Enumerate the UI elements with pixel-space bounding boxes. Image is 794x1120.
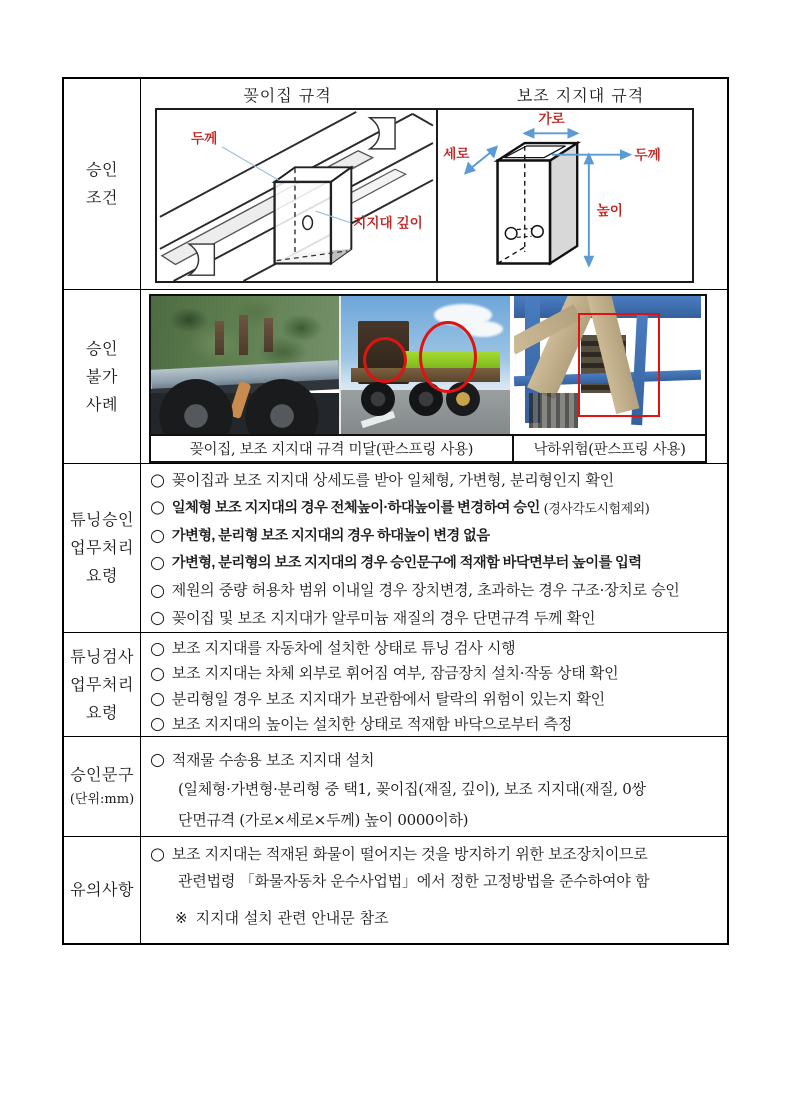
label-line: 요령 bbox=[86, 702, 118, 722]
row-label-rejection-cases bbox=[64, 290, 141, 463]
circle-bullet-icon: ○ bbox=[150, 637, 165, 658]
photo-truck-on-road bbox=[339, 296, 510, 434]
mesh-grid bbox=[529, 393, 578, 429]
wording-detail-line: (일체형·가변형·분리형 중 택1, 꽂이집(재질, 깊이), 보조 지지대(재질, 0쌍 bbox=[178, 780, 646, 798]
wording-detail-line: 단면규격 (가로×세로×두께) 높이 0000이하) bbox=[178, 811, 469, 829]
inspection-text: 분리형일 경우 보조 지지대가 보관함에서 탈락의 위험이 있는지 확인 bbox=[171, 689, 605, 708]
label-line: 승인문구 bbox=[70, 765, 134, 785]
support-diagram-title: 보조 지지대 규격 bbox=[516, 86, 645, 105]
row-label-approval-wording bbox=[64, 737, 141, 836]
row-tuning-inspection-guidelines bbox=[64, 633, 727, 737]
rejection-cases-content bbox=[141, 290, 727, 463]
socket-thickness-label: 두께 bbox=[191, 131, 218, 147]
diagram-titles bbox=[141, 83, 727, 108]
label-line: 업무처리 bbox=[70, 538, 134, 557]
label-line: 조건 bbox=[86, 188, 118, 207]
inspection-item bbox=[151, 635, 723, 660]
circle-bullet-icon: ○ bbox=[150, 843, 165, 865]
row-label-notes bbox=[64, 837, 141, 943]
guideline-item bbox=[151, 521, 723, 549]
inspection-text: 보조 지지대를 자동차에 설치한 상태로 튜닝 검사 시행 bbox=[171, 639, 516, 658]
circle-bullet-icon: ○ bbox=[150, 551, 165, 573]
row-tuning-approval-guidelines bbox=[64, 464, 727, 633]
label-line: 승인 bbox=[86, 338, 118, 358]
guideline-text: 꽂이집과 보조 지지대 상세도를 받아 일체형, 가변형, 분리형인지 확인 bbox=[171, 471, 614, 490]
row-notes bbox=[64, 837, 727, 943]
support-post bbox=[264, 318, 273, 352]
photo-panspring-drop-risk bbox=[510, 296, 701, 434]
support-post bbox=[215, 321, 224, 355]
support-height-label: 높이 bbox=[596, 202, 623, 218]
guideline-text: 꽂이집 및 보조 지지대가 알루미늄 재질의 경우 단면규격 두께 확인 bbox=[171, 608, 596, 627]
row-label-approval-conditions bbox=[64, 79, 141, 289]
support-width-label: 가로 bbox=[538, 111, 565, 127]
photo-flatbed-undersized-posts bbox=[151, 296, 339, 434]
socket-spec-diagram bbox=[157, 110, 438, 281]
guideline-item bbox=[151, 576, 723, 604]
tuning-inspection-content bbox=[141, 633, 727, 736]
label-line: 사례 bbox=[86, 394, 118, 414]
inspection-text: 보조 지지대의 높이는 설치한 상태로 적재함 바닥으로부터 측정 bbox=[171, 714, 573, 733]
guideline-item bbox=[151, 494, 723, 522]
approval-conditions-table bbox=[62, 77, 729, 945]
guideline-item bbox=[151, 466, 723, 494]
row-rejection-cases bbox=[64, 290, 727, 464]
socket-diagram-drawing bbox=[157, 110, 436, 281]
support-diagram-drawing bbox=[438, 110, 692, 281]
reference-text: 지지대 설치 관련 안내문 참조 bbox=[195, 909, 389, 927]
guideline-text: 제원의 중량 허용차 범위 이내일 경우 장치변경, 초과하는 경우 구조·장치로 승인 bbox=[171, 581, 680, 600]
row-approval-wording bbox=[64, 737, 727, 837]
guideline-text: 가변형, 분리형의 보조 지지대의 경우 승인문구에 적재함 바닥면부터 높이를 입력 bbox=[171, 555, 642, 572]
support-thickness-label: 두께 bbox=[634, 147, 661, 163]
socket-depth-label: 지지대 깊이 bbox=[353, 215, 423, 231]
inspection-item bbox=[151, 686, 723, 711]
circle-bullet-icon: ○ bbox=[150, 524, 165, 546]
rejection-photos bbox=[151, 296, 705, 434]
circle-bullet-icon: ○ bbox=[150, 579, 165, 601]
circle-bullet-icon: ○ bbox=[150, 713, 165, 734]
tuning-approval-content bbox=[141, 464, 727, 632]
support-length-label: 세로 bbox=[443, 146, 470, 162]
label-line: 업무처리 bbox=[70, 674, 134, 694]
inspection-item bbox=[151, 711, 723, 736]
row-label-tuning-inspection bbox=[64, 633, 141, 736]
note-text: 보조 지지대는 적재된 화물이 떨어지는 것을 방지하기 위한 보조장치이므로 bbox=[171, 845, 648, 863]
notes-content bbox=[141, 837, 727, 943]
row-approval-conditions bbox=[64, 79, 727, 290]
red-rectangle-annotation bbox=[578, 313, 660, 418]
socket-diagram-title: 꽂이집 규격 bbox=[243, 86, 332, 105]
wording-text: 적재물 수송용 보조 지지대 설치 bbox=[171, 750, 375, 769]
circle-bullet-icon: ○ bbox=[150, 687, 165, 709]
reference-mark-icon: ※ bbox=[175, 908, 188, 927]
wheel bbox=[361, 382, 395, 416]
guideline-item bbox=[151, 604, 723, 632]
row-label-tuning-approval bbox=[64, 464, 141, 632]
photo-captions bbox=[151, 434, 705, 461]
support-post bbox=[239, 315, 248, 355]
caption-undersized-spec: 꽂이집, 보조 지지대 규격 미달(판스프링 사용) bbox=[151, 436, 514, 461]
approval-wording-content bbox=[141, 737, 727, 836]
circle-bullet-icon: ○ bbox=[150, 496, 165, 518]
guideline-text: 가변형, 분리형 보조 지지대의 경우 하대높이 변경 없음 bbox=[171, 527, 490, 544]
label-line: 승인 bbox=[86, 160, 118, 179]
guideline-item bbox=[151, 549, 723, 577]
wording-item bbox=[151, 745, 723, 773]
label-line: 유의사항 bbox=[70, 880, 134, 899]
label-unit: (단위:mm) bbox=[69, 792, 135, 808]
label-line: 튜닝검사 bbox=[70, 646, 134, 666]
circle-bullet-icon: ○ bbox=[150, 469, 165, 491]
support-spec-diagram bbox=[438, 110, 692, 281]
inspection-item bbox=[151, 660, 723, 685]
note-continuation: 관련법령 「화물자동차 운수사업법」에서 정한 고정방법을 준수하여야 함 bbox=[178, 872, 650, 890]
diagram-box bbox=[155, 108, 694, 283]
circle-bullet-icon: ○ bbox=[150, 662, 165, 684]
note-item bbox=[151, 841, 723, 868]
label-line: 불가 bbox=[86, 366, 118, 386]
circle-bullet-icon: ○ bbox=[150, 748, 165, 770]
rejection-case-media bbox=[149, 294, 707, 463]
label-line: 튜닝승인 bbox=[70, 510, 134, 529]
note-reference bbox=[151, 907, 723, 928]
red-circle-annotation bbox=[419, 321, 477, 393]
caption-drop-risk: 낙하위험(판스프링 사용) bbox=[533, 442, 686, 458]
label-line: 요령 bbox=[86, 566, 118, 585]
guideline-suffix: (경사각도시험제외) bbox=[543, 501, 650, 517]
guideline-text: 일체형 보조 지지대의 경우 전체높이·하대높이를 변경하여 승인 bbox=[171, 500, 540, 517]
inspection-text: 보조 지지대는 차체 외부로 휘어짐 여부, 잠금장치 설치·작동 상태 확인 bbox=[171, 664, 619, 683]
approval-conditions-content bbox=[141, 79, 727, 289]
circle-bullet-icon: ○ bbox=[150, 606, 165, 628]
